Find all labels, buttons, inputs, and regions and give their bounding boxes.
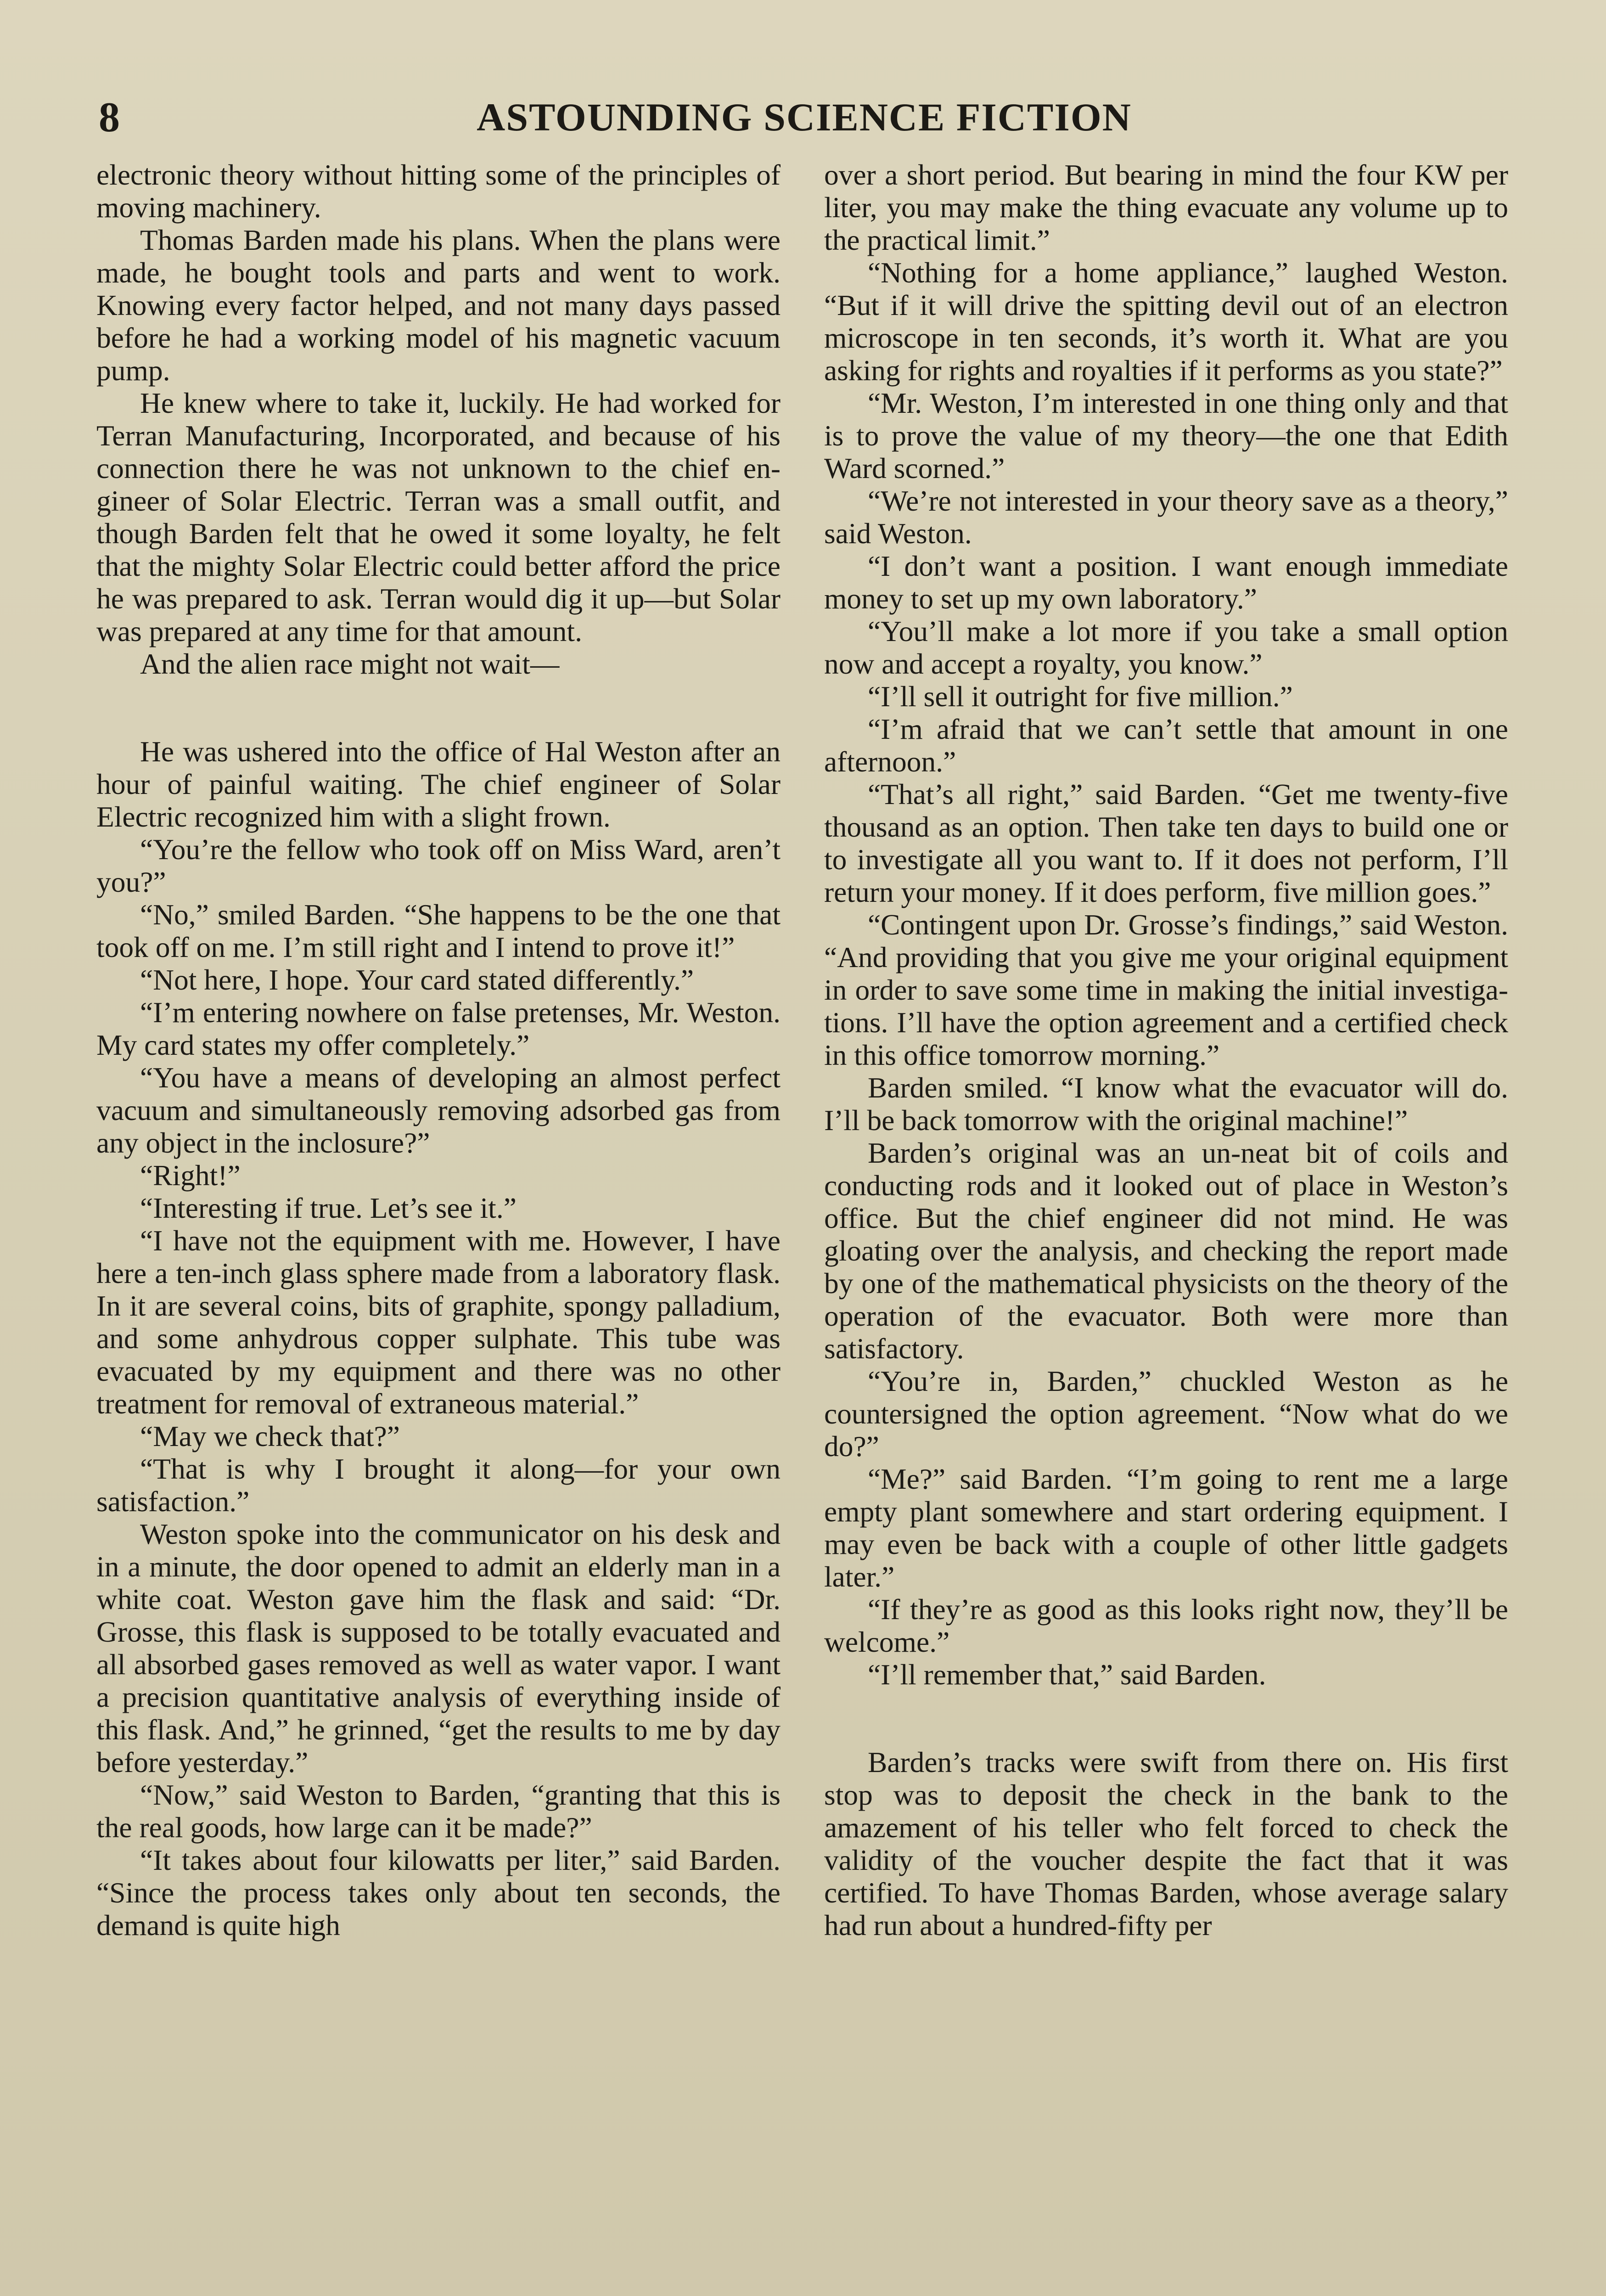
paragraph: “I’ll remember that,” said Barden.	[868, 1658, 1266, 1691]
paragraph: “That’s all right,” said Barden. “Get me twenty-five thousand as an option. Then take ten days to build one or to investigate all you want to. If it does not perform, I’ll return your money. If it does perform, five million goes.”	[824, 778, 1508, 908]
paragraph: “If they’re as good as this looks right now, they’ll be welcome.”	[824, 1593, 1508, 1658]
paragraph: “We’re not interested in your theory save as a theory,” said Weston.	[824, 484, 1508, 550]
section-break	[824, 1691, 1508, 1746]
paragraph: “Not here, I hope. Your card stated differently.”	[140, 963, 694, 996]
paragraph: “Now,” said Weston to Barden, “granting that this is the real goods, how large can it be made?”	[96, 1778, 781, 1844]
paragraph: “Interesting if true. Let’s see it.”	[140, 1192, 517, 1224]
running-head: ASTOUNDING SCIENCE FICTION	[477, 95, 1132, 139]
paragraph: “I have not the equipment with me. However, I have here a ten-inch glass sphere made from a laboratory flask. In it are several coins, bits of graphite, spongy palladium, and some anhydrous copper sulphate. This tube was evacuated by my equipment and there was no other treatment for removal of extraneous material.”	[96, 1224, 781, 1420]
left-column	[96, 158, 781, 1941]
paragraph: Thomas Barden made his plans. When the plans were made, he bought tools and parts and went to work. Knowing every factor helped, and not many days passed before he had a working model of his magnetic vacuum pump.	[96, 224, 781, 387]
paragraph: “It takes about four kilowatts per liter,” said Barden. “Since the process takes only about ten seconds, the demand is quite high	[96, 1844, 781, 1941]
page-number: 8	[99, 94, 120, 141]
page-header	[99, 90, 1510, 145]
paragraph: Barden’s tracks were swift from there on. His first stop was to deposit the check in the bank to the amazement of his teller who felt forced to check the validity of the voucher despite the fact that it was certified. To have Thomas Barden, whose average salary had run about a hundred-fifty per	[824, 1746, 1508, 1941]
paragraph: “No,” smiled Barden. “She happens to be the one that took off on me. I’m still right and I intend to prove it!”	[96, 898, 781, 963]
paragraph: “You have a means of developing an almost perfect vacuum and simultaneously removing adsorbed gas from any object in the inclosure?”	[96, 1061, 781, 1159]
paragraph: “You’re in, Barden,” chuckled Weston as he countersigned the option agreement. “Now what do we do?”	[824, 1365, 1508, 1463]
paragraph: He knew where to take it, luckily. He had worked for Terran Manufacturing, Incorporated, and because of his connection there he was not unknown to the chief engineer of Solar Electric. Terran was a small outfit, and though Barden felt that he owed it some loyalty, he felt that the mighty Solar Electric could better afford the price he was prepared to ask. Terran would dig it up—but Solar was prepared at any time for that amount.	[96, 387, 781, 647]
paragraph: “Nothing for a home appliance,” laughed Weston. “But if it will drive the spitting devil out of an electron microscope in ten seconds, it’s worth it. What are you asking for rights and royalties if it performs as you state?”	[824, 256, 1508, 387]
paragraph: Barden smiled. “I know what the evacuator will do. I’ll be back tomorrow with the original machine!”	[824, 1071, 1508, 1137]
paragraph: “Mr. Weston, I’m interested in one thing only and that is to prove the value of my theory—the one that Edith Ward scorned.”	[824, 387, 1508, 484]
paragraph: Barden’s original was an un-neat bit of coils and conducting rods and it looked out of place in Weston’s office. But the chief engineer did not mind. He was gloating over the analysis, and checking the report made by one of the mathematical physicists on the theory of the operation of the evacuator. Both were more than satisfactory.	[824, 1137, 1508, 1365]
right-column	[824, 158, 1508, 1941]
paragraph: “You’re the fellow who took off on Miss Ward, aren’t you?”	[96, 833, 781, 898]
paragraph: Weston spoke into the communicator on his desk and in a minute, the door opened to admit an elderly man in a white coat. Weston gave him the flask and said: “Dr. Grosse, this flask is supposed to be totally evacuated and all absorbed gases removed as well as water vapor. I want a precision quantitative analysis of everything inside of this flask. And,” he grinned, “get the results to me by day before yesterday.”	[96, 1518, 781, 1778]
paragraph: over a short period. But bearing in mind the four KW per liter, you may make the thing evacuate any volume up to the practical limit.”	[824, 158, 1508, 256]
paragraph: “I’m afraid that we can’t settle that amount in one afternoon.”	[824, 713, 1508, 778]
paragraph: “You’ll make a lot more if you take a small option now and accept a royalty, you know.”	[824, 615, 1508, 680]
section-break	[96, 680, 781, 735]
paragraph: “Right!”	[140, 1159, 241, 1192]
paragraph: “May we check that?”	[140, 1420, 400, 1452]
paragraph: “That is why I brought it along—for your own satisfaction.”	[96, 1452, 781, 1518]
paragraph: “I’m entering nowhere on false pretenses, Mr. Weston. My card states my offer completely.”	[96, 996, 781, 1061]
paragraph: “Me?” said Barden. “I’m going to rent me a large empty plant somewhere and start ordering equipment. I may even be back with a couple of other little gadgets later.”	[824, 1463, 1508, 1593]
paragraph: “Contingent upon Dr. Grosse’s findings,” said Weston. “And providing that you give me your original equipment in order to save some time in making the initial investigations. I’ll have the option agreement and a certified check in this office tomorrow morning.”	[824, 908, 1508, 1071]
paragraph: “I don’t want a position. I want enough immediate money to set up my own laboratory.”	[824, 550, 1508, 615]
paragraph: “I’ll sell it outright for five million.”	[868, 680, 1293, 713]
paragraph: And the alien race might not wait—	[140, 647, 560, 680]
paragraph: electronic theory without hitting some of the principles of moving machinery.	[96, 158, 781, 224]
paragraph: He was ushered into the office of Hal Weston after an hour of painful waiting. The chief engineer of Solar Electric recognized him with a slight frown.	[96, 735, 781, 833]
